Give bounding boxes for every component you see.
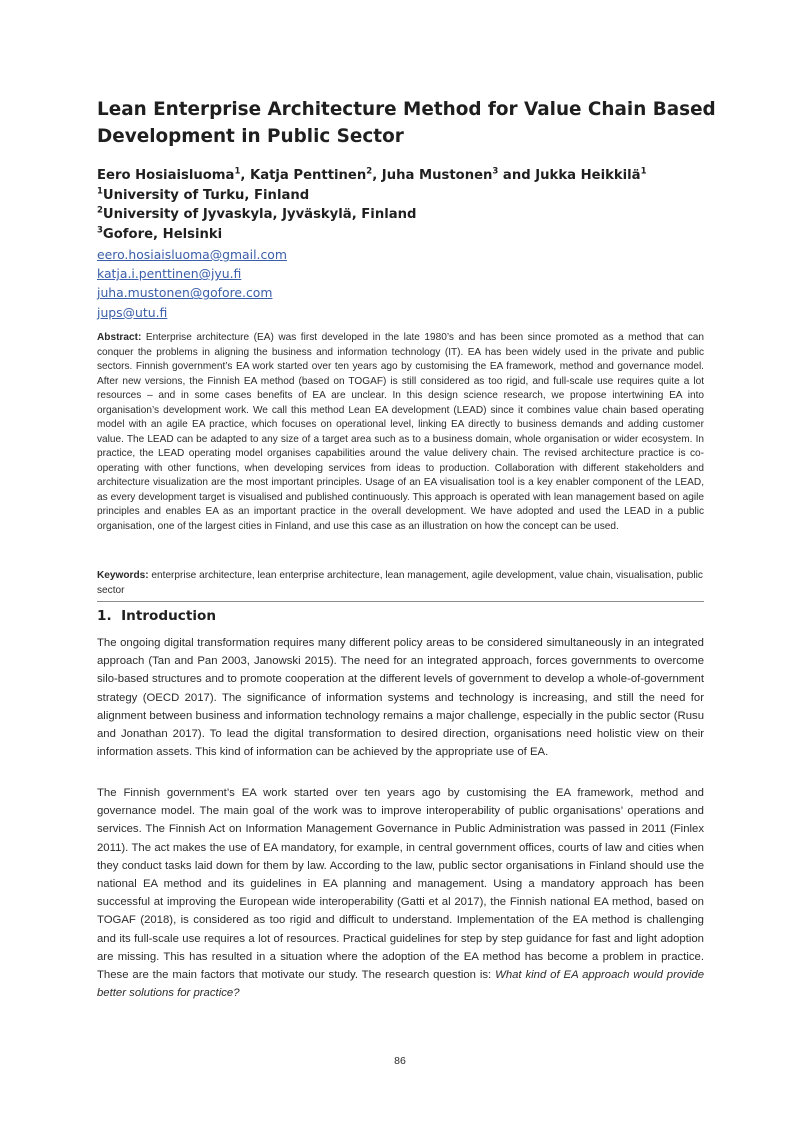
abstract — [97, 331, 704, 534]
author-name: Juha Mustonen — [381, 168, 493, 183]
author-separator: , — [240, 168, 250, 183]
affiliation-text: Gofore, Helsinki — [102, 226, 223, 242]
affiliation — [97, 186, 717, 206]
author-list — [97, 166, 717, 186]
abstract-label: Abstract: — [97, 332, 142, 343]
paper-title: Lean Enterprise Architecture Method for Value Chain Based Development in Public Sector — [97, 99, 716, 147]
author-name: Eero Hosiaisluoma — [97, 168, 235, 183]
email-link[interactable]: jups@utu.fi — [97, 304, 168, 320]
affiliation — [97, 205, 717, 225]
affiliation-marker: 2 — [97, 205, 103, 216]
keywords — [97, 569, 704, 598]
section-title: Introduction — [121, 608, 217, 624]
author-block — [97, 166, 717, 244]
affiliation — [97, 225, 717, 245]
section-number: 1. — [97, 608, 112, 624]
body-paragraph — [97, 784, 704, 1002]
affiliation-marker: 3 — [97, 225, 103, 236]
email-link[interactable]: eero.hosiaisluoma@gmail.com — [97, 247, 287, 262]
abstract-text: Enterprise architecture (EA) was first developed in the late 1980’s and has been since promoted as a method that can conquer the problems in aligning the business and information technology (IT). EA has been widely used in the private and public sectors. Finnish government’s EA work started over ten years ago by customising the EA framework, method and governance model. After new versions, the Finnish EA method (based on TOGAF) is still considered as too rigid, and full-scale use requires quite a lot resources – and in some cases benefits of EA are unclear. In this design science research, we propose intertwining EA into organisation’s development work. We call this method Lean EA development (LEAD) since it combines value chain based operating model with an agile EA practice, which focuses on operational level, linking EA directly to business demands and adding customer value. The LEAD can be adapted to any size of a target area such as to a business domain, whole organisation or wider ecosystem. In practice, the LEAD operating model organises capabilities around the value delivery chain. The revised architecture practice is co-operating with other functions, when developing services from ideas to production. Collaboration with different stakeholders and architecture visualization are the most important principles. Usage of an EA visualisation tool is a key enabler component of the LEAD, as every development target is visualised and published continuously. This approach is operated with lean management based on agile principles and enables EA as an important practice in the overall development. We have adopted and used the LEAD in a public organisation, one of the largest cities in Finland, and use this case as an illustration on how the concept can be used. — [97, 332, 704, 532]
email-link[interactable]: katja.i.penttinen@jyu.fi — [97, 266, 242, 282]
keywords-text: enterprise architecture, lean enterprise architecture, lean management, agile development, value chain, visualisation, public sector — [97, 570, 703, 596]
keywords-label: Keywords: — [97, 570, 149, 581]
page-number: 86 — [394, 1055, 406, 1067]
author-separator: , — [372, 168, 382, 183]
section-heading — [97, 606, 216, 626]
body-paragraph: The ongoing digital transformation requires many different policy areas to be considered simultaneously in an integrated approach (Tan and Pan 2003, Janowski 2015). The need for an integrated approach, forces governments to overcome silo-based structures and to promote cooperation at the different levels of government to develop a whole-of-government strategy (OECD 2017). The significance of information systems and technology is increasing, and still the need for alignment between business and information technology remains a major challenge, especially in the public sector (Rusu and Jonathan 2017). To lead the digital transformation to desired direction, organisations need holistic view on their information assets. This kind of information can be achieved by the appropriate use of EA. — [97, 637, 704, 759]
affiliation-text: University of Turku, Finland — [102, 187, 310, 203]
author-name: Katja Penttinen — [249, 168, 367, 183]
email-link[interactable]: juha.mustonen@gofore.com — [97, 285, 273, 301]
author-affiliation-marker: 3 — [492, 166, 499, 177]
author-name: Jukka Heikkilä — [535, 168, 641, 183]
author-affiliation-marker: 1 — [234, 166, 241, 177]
author-separator: and — [498, 168, 536, 183]
affiliation-text: University of Jyvaskyla, Jyväskylä, Finland — [102, 207, 417, 222]
paragraph-text: The Finnish government’s EA work started over ten years ago by customising the EA framework, method and governance model. The main goal of the work was to improve interoperability of public organisations’ operations and services. The Finnish Act on Information Management Governance in Public Administration was passed in 2011 (Finlex 2011). The act makes the use of EA mandatory, for example, in central government offices, courts of law and cities when they conduct tasks laid down for them by law. According to the law, public sector organisations in Finland should use the national EA method and its guidelines in EA planning and management. Using a mandatory approach has been successful at improving the European wide interoperability (Gatti et al 2017), the Finnish national EA method, based on TOGAF (2018), is considered as too rigid and difficult to understand. Implementation of the EA method is challenging and its full-scale use requires a lot of resources. Practical guidelines for step by step guidance for fast and light adoption are missing. This has resulted in a situation where the adoption of the EA method has become a problem in practice. These are the main factors that motivate our study. The research question is: — [97, 787, 704, 982]
affiliation-marker: 1 — [97, 186, 103, 197]
author-affiliation-marker: 2 — [366, 166, 373, 177]
section-divider — [97, 601, 704, 602]
email-list — [97, 245, 717, 322]
author-affiliation-marker: 1 — [640, 166, 647, 177]
research-question: What kind of EA approach would provide better solutions for practice? — [97, 969, 705, 1000]
